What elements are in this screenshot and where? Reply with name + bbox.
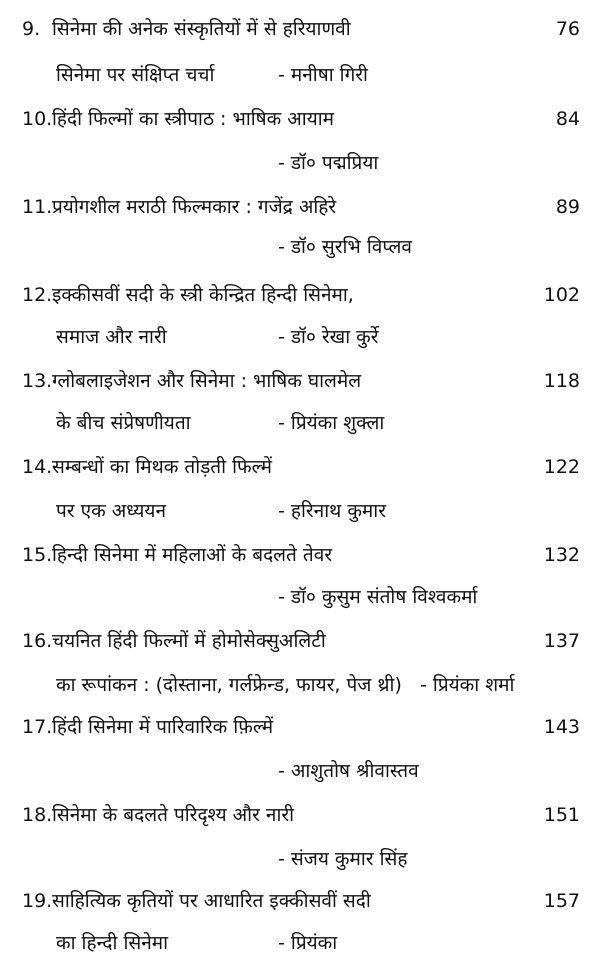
entry-author: - हरिनाथ कुमार	[278, 500, 386, 522]
entry-number: 12.	[22, 284, 53, 306]
entry-page-number: 84	[555, 108, 580, 130]
entry-title-line1: हिंदी फिल्मों का स्त्रीपाठ : भाषिक आयाम	[52, 108, 335, 130]
entry-number: 11.	[22, 196, 53, 218]
entry-number: 17.	[22, 716, 53, 738]
entry-author: - डॉ० रेखा कुर्रे	[278, 326, 379, 348]
entry-number: 14.	[22, 456, 53, 478]
entry-author: - मनीषा गिरी	[278, 64, 368, 86]
entry-title-line1: ग्लोबलाइजेशन और सिनेमा : भाषिक घालमेल	[52, 370, 362, 392]
entry-author: - आशुतोष श्रीवास्तव	[278, 760, 419, 782]
entry-page-number: 157	[543, 890, 580, 912]
entry-title-line2: पर एक अध्ययन	[56, 500, 166, 522]
entry-title-line1: सम्बन्धों का मिथक तोड़ती फिल्में	[52, 456, 272, 478]
entry-title-line1: चयनित हिंदी फिल्मों में होमोसेक्सुअलिटी	[52, 630, 326, 652]
entry-page-number: 132	[543, 544, 580, 566]
entry-number: 9.	[22, 18, 41, 40]
entry-title-line2: के बीच संप्रेषणीयता	[56, 412, 191, 434]
entry-author: - प्रियंका	[278, 932, 338, 954]
entry-number: 16.	[22, 630, 53, 652]
entry-title-line1: हिन्दी सिनेमा में महिलाओं के बदलते तेवर	[52, 544, 333, 566]
entry-author: - संजय कुमार सिंह	[278, 848, 408, 870]
entry-title-line1: साहित्यिक कृतियों पर आधारित इक्कीसवीं सदी	[52, 890, 371, 912]
entry-number: 15.	[22, 544, 53, 566]
entry-title-line2: का रूपांकन : (दोस्ताना, गर्लफ्रेन्ड, फायर, पेज थ्री)	[56, 674, 402, 696]
entry-title-line2: समाज और नारी	[56, 326, 167, 348]
entry-number: 18.	[22, 804, 53, 826]
entry-author: - डॉ० सुरभि विप्लव	[278, 236, 412, 258]
entry-title-line2: सिनेमा पर संक्षिप्त चर्चा	[56, 64, 215, 86]
entry-title-line1: सिनेमा के बदलते परिदृश्य और नारी	[52, 804, 295, 826]
entry-title-line1: इक्कीसवीं सदी के स्त्री केन्द्रित हिन्दी सिनेमा,	[52, 284, 354, 306]
entry-number: 13.	[22, 370, 53, 392]
entry-page-number: 76	[555, 18, 580, 40]
entry-page-number: 151	[543, 804, 580, 826]
entry-author: - प्रियंका शुक्ला	[278, 412, 385, 434]
entry-page-number: 89	[555, 196, 580, 218]
entry-number: 10.	[22, 108, 53, 130]
entry-page-number: 122	[543, 456, 580, 478]
entry-page-number: 102	[543, 284, 580, 306]
entry-title-line2: का हिन्दी सिनेमा	[56, 932, 169, 954]
entry-title-line1: प्रयोगशील मराठी फिल्मकार : गजेंद्र अहिरे	[52, 196, 337, 218]
entry-page-number: 137	[543, 630, 580, 652]
entry-author: - डॉ० कुसुम संतोष विश्वकर्मा	[278, 586, 478, 608]
entry-page-number: 118	[543, 370, 580, 392]
entry-number: 19.	[22, 890, 53, 912]
entry-title-line1: सिनेमा की अनेक संस्कृतियों में से हरियाणवी	[52, 18, 351, 40]
entry-page-number: 143	[543, 716, 580, 738]
entry-title-line1: हिंदी सिनेमा में पारिवारिक फ़िल्में	[52, 716, 274, 738]
entry-author: - प्रियंका शर्मा	[420, 674, 515, 696]
entry-author: - डॉ० पद्मप्रिया	[278, 152, 379, 174]
